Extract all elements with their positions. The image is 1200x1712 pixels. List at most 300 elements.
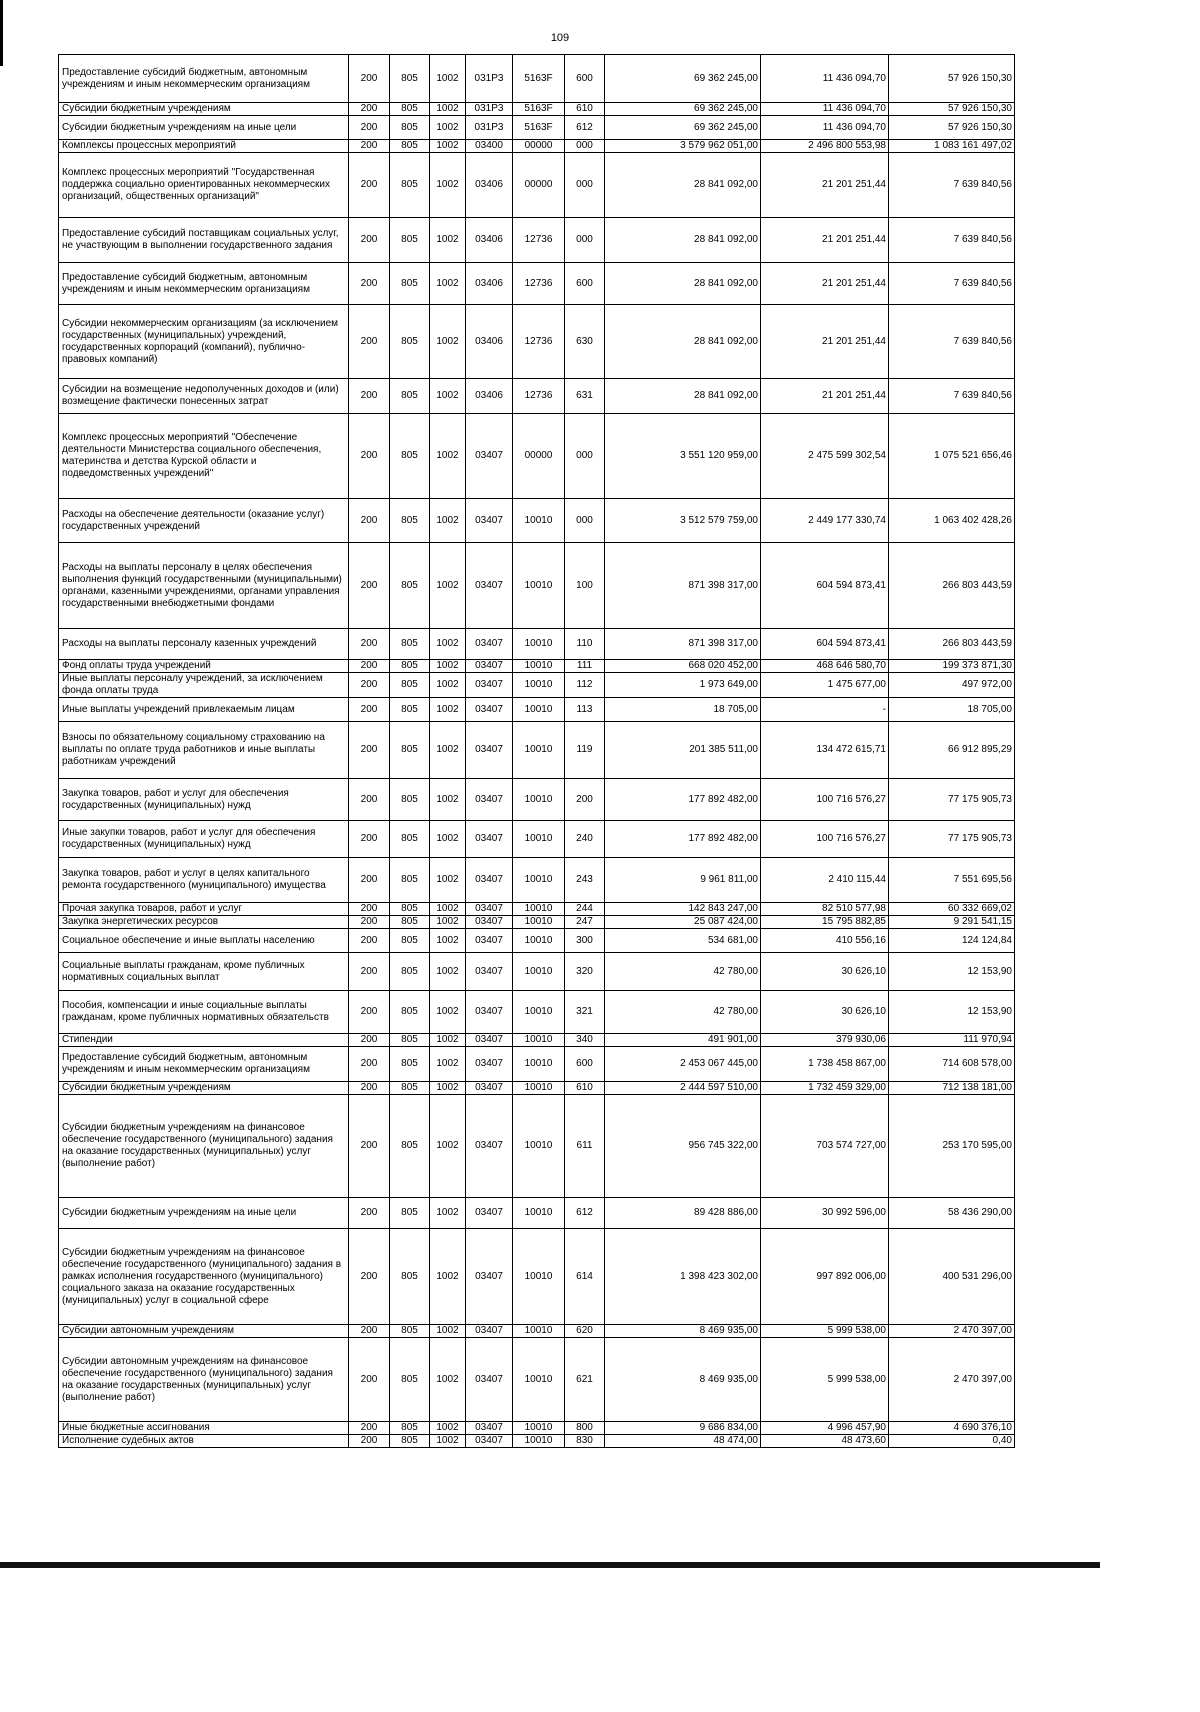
row-code-program: 03406 [466,218,513,263]
row-planned-amount: 28 841 092,00 [605,218,761,263]
row-name: Субсидии на возмещение недополученных доходов и (или) возмещение фактически понесенных затрат [59,379,349,414]
row-planned-amount: 69 362 245,00 [605,55,761,103]
row-executed-amount: 703 574 727,00 [761,1095,889,1198]
row-code-direction: 10010 [513,821,565,858]
row-code-glava: 200 [349,1034,390,1047]
row-code-direction: 10010 [513,903,565,916]
row-planned-amount: 2 444 597 510,00 [605,1082,761,1095]
row-executed-amount: 30 626,10 [761,991,889,1034]
row-name: Комплекс процессных мероприятий "Обеспечение деятельности Министерства социального обеспечения, материнства и детства Курской области и подведомственных учреждений" [59,414,349,499]
row-code-glava: 200 [349,1325,390,1338]
row-name: Комплекс процессных мероприятий "Государственная поддержка социально ориентированных некоммерческих организаций, общественных организаций" [59,153,349,218]
row-code-subsection: 1002 [430,305,466,379]
table-row [59,140,1015,153]
table-row [59,858,1015,903]
row-code-direction: 10010 [513,916,565,929]
row-code-expense-type: 110 [565,629,605,660]
row-executed-amount: 2 449 177 330,74 [761,499,889,543]
row-code-program: 03407 [466,698,513,722]
row-code-program: 031P3 [466,103,513,116]
row-code-glava: 200 [349,116,390,140]
row-name: Иные выплаты учреждений привлекаемым лицам [59,698,349,722]
row-code-direction: 10010 [513,858,565,903]
row-planned-amount: 28 841 092,00 [605,379,761,414]
row-executed-amount: 5 999 538,00 [761,1338,889,1422]
row-code-program: 03407 [466,673,513,698]
row-code-glava: 200 [349,140,390,153]
row-code-direction: 5163F [513,55,565,103]
row-code-expense-type: 611 [565,1095,605,1198]
row-code-program: 03406 [466,379,513,414]
row-name: Прочая закупка товаров, работ и услуг [59,903,349,916]
row-code-subsection: 1002 [430,263,466,305]
row-executed-amount: 2 475 599 302,54 [761,414,889,499]
row-code-glava: 200 [349,916,390,929]
row-name: Закупка энергетических ресурсов [59,916,349,929]
row-name: Субсидии некоммерческим организациям (за исключением государственных (муниципальных) учреждений, государственных корпораций (компаний), публично-правовых компаний) [59,305,349,379]
row-code-program: 03407 [466,929,513,953]
row-code-subsection: 1002 [430,499,466,543]
row-planned-amount: 89 428 886,00 [605,1198,761,1229]
row-code-section: 805 [390,1198,430,1229]
row-executed-amount: 11 436 094,70 [761,116,889,140]
scan-bottom-edge [0,1562,1100,1568]
row-code-subsection: 1002 [430,116,466,140]
row-code-section: 805 [390,1082,430,1095]
row-name: Расходы на обеспечение деятельности (оказание услуг) государственных учреждений [59,499,349,543]
row-code-program: 03407 [466,414,513,499]
table-row [59,660,1015,673]
row-code-program: 03407 [466,953,513,991]
row-name: Исполнение судебных актов [59,1435,349,1448]
table-row [59,305,1015,379]
row-remaining-amount: 66 912 895,29 [889,722,1015,779]
row-code-section: 805 [390,991,430,1034]
row-code-direction: 10010 [513,991,565,1034]
row-planned-amount: 668 020 452,00 [605,660,761,673]
row-planned-amount: 956 745 322,00 [605,1095,761,1198]
row-code-section: 805 [390,55,430,103]
row-planned-amount: 48 474,00 [605,1435,761,1448]
row-executed-amount: 21 201 251,44 [761,263,889,305]
row-code-glava: 200 [349,698,390,722]
row-code-glava: 200 [349,55,390,103]
row-code-glava: 200 [349,414,390,499]
row-planned-amount: 9 961 811,00 [605,858,761,903]
row-code-section: 805 [390,305,430,379]
table-row [59,673,1015,698]
row-planned-amount: 18 705,00 [605,698,761,722]
row-code-program: 03407 [466,499,513,543]
row-code-subsection: 1002 [430,1034,466,1047]
row-name: Закупка товаров, работ и услуг в целях капитального ремонта государственного (муниципального) имущества [59,858,349,903]
row-code-direction: 00000 [513,414,565,499]
row-code-subsection: 1002 [430,218,466,263]
row-remaining-amount: 111 970,94 [889,1034,1015,1047]
row-planned-amount: 3 512 579 759,00 [605,499,761,543]
row-code-subsection: 1002 [430,660,466,673]
row-name: Взносы по обязательному социальному страхованию на выплаты по оплате труда работников и иные выплаты работникам учреждений [59,722,349,779]
row-code-program: 03407 [466,779,513,821]
row-code-glava: 200 [349,499,390,543]
row-name: Расходы на выплаты персоналу казенных учреждений [59,629,349,660]
row-remaining-amount: 1 075 521 656,46 [889,414,1015,499]
row-executed-amount: 379 930,06 [761,1034,889,1047]
row-planned-amount: 201 385 511,00 [605,722,761,779]
table-row [59,916,1015,929]
row-code-program: 03407 [466,1325,513,1338]
row-code-program: 03407 [466,722,513,779]
row-code-program: 03407 [466,1198,513,1229]
row-code-direction: 10010 [513,629,565,660]
row-name: Стипендии [59,1034,349,1047]
row-remaining-amount: 18 705,00 [889,698,1015,722]
row-remaining-amount: 712 138 181,00 [889,1082,1015,1095]
row-code-subsection: 1002 [430,1229,466,1325]
table-row [59,1422,1015,1435]
row-name: Субсидии бюджетным учреждениям [59,1082,349,1095]
row-code-glava: 200 [349,543,390,629]
row-code-program: 03407 [466,916,513,929]
row-code-glava: 200 [349,903,390,916]
row-code-program: 03407 [466,660,513,673]
row-code-program: 03407 [466,821,513,858]
row-planned-amount: 28 841 092,00 [605,263,761,305]
table-row [59,379,1015,414]
row-planned-amount: 534 681,00 [605,929,761,953]
row-executed-amount: 134 472 615,71 [761,722,889,779]
row-remaining-amount: 77 175 905,73 [889,779,1015,821]
row-name: Субсидии бюджетным учреждениям на иные цели [59,1198,349,1229]
row-code-glava: 200 [349,1082,390,1095]
row-code-expense-type: 320 [565,953,605,991]
row-code-program: 03406 [466,153,513,218]
row-remaining-amount: 714 608 578,00 [889,1047,1015,1082]
row-code-glava: 200 [349,1229,390,1325]
row-code-expense-type: 610 [565,103,605,116]
table-row [59,218,1015,263]
row-remaining-amount: 57 926 150,30 [889,103,1015,116]
row-code-section: 805 [390,1229,430,1325]
budget-table [58,54,1015,1448]
row-executed-amount: 1 732 459 329,00 [761,1082,889,1095]
row-code-section: 805 [390,1095,430,1198]
row-executed-amount: 21 201 251,44 [761,305,889,379]
row-code-subsection: 1002 [430,1325,466,1338]
row-code-subsection: 1002 [430,929,466,953]
row-code-section: 805 [390,1422,430,1435]
row-code-expense-type: 612 [565,116,605,140]
row-remaining-amount: 9 291 541,15 [889,916,1015,929]
table-row [59,55,1015,103]
row-code-expense-type: 000 [565,153,605,218]
row-code-glava: 200 [349,1198,390,1229]
row-code-section: 805 [390,629,430,660]
row-executed-amount: 48 473,60 [761,1435,889,1448]
row-code-program: 03407 [466,1082,513,1095]
row-code-expense-type: 630 [565,305,605,379]
row-code-glava: 200 [349,629,390,660]
row-code-expense-type: 620 [565,1325,605,1338]
row-code-section: 805 [390,722,430,779]
row-code-section: 805 [390,379,430,414]
row-planned-amount: 491 901,00 [605,1034,761,1047]
row-code-section: 805 [390,698,430,722]
row-remaining-amount: 1 083 161 497,02 [889,140,1015,153]
row-executed-amount: 2 496 800 553,98 [761,140,889,153]
row-code-subsection: 1002 [430,1338,466,1422]
row-planned-amount: 3 579 962 051,00 [605,140,761,153]
row-code-program: 03407 [466,991,513,1034]
row-code-subsection: 1002 [430,673,466,698]
row-code-subsection: 1002 [430,1422,466,1435]
row-code-direction: 12736 [513,379,565,414]
row-code-subsection: 1002 [430,991,466,1034]
row-code-section: 805 [390,903,430,916]
row-code-direction: 10010 [513,673,565,698]
row-executed-amount: - [761,698,889,722]
row-planned-amount: 177 892 482,00 [605,821,761,858]
row-planned-amount: 8 469 935,00 [605,1338,761,1422]
row-name: Субсидии бюджетным учреждениям на финансовое обеспечение государственного (муниципального) задания в рамках исполнения государственного (муниципального) социального заказа на оказание государственных (муниципальных) услуг в социальной сфере [59,1229,349,1325]
row-code-subsection: 1002 [430,779,466,821]
row-executed-amount: 604 594 873,41 [761,543,889,629]
row-name: Предоставление субсидий бюджетным, автономным учреждениям и иным некоммерческим организациям [59,1047,349,1082]
row-code-subsection: 1002 [430,1435,466,1448]
row-planned-amount: 871 398 317,00 [605,629,761,660]
row-code-expense-type: 600 [565,263,605,305]
row-executed-amount: 15 795 882,85 [761,916,889,929]
row-code-program: 03407 [466,1422,513,1435]
row-name: Фонд оплаты труда учреждений [59,660,349,673]
row-code-section: 805 [390,499,430,543]
row-remaining-amount: 12 153,90 [889,953,1015,991]
row-code-subsection: 1002 [430,140,466,153]
row-executed-amount: 410 556,16 [761,929,889,953]
row-code-program: 03407 [466,1435,513,1448]
row-name: Расходы на выплаты персоналу в целях обеспечения выполнения функций государственными (муниципальными) органами, казенными учреждениями, органами управления государственными внебюджетными фондами [59,543,349,629]
row-code-direction: 12736 [513,218,565,263]
table-row [59,1338,1015,1422]
row-code-section: 805 [390,1325,430,1338]
row-code-glava: 200 [349,1422,390,1435]
row-name: Субсидии автономным учреждениям на финансовое обеспечение государственного (муниципального) задания на оказание государственных (муниципальных) услуг (выполнение работ) [59,1338,349,1422]
row-executed-amount: 30 992 596,00 [761,1198,889,1229]
row-name: Субсидии бюджетным учреждениям на финансовое обеспечение государственного (муниципального) задания на оказание государственных (муниципальных) услуг (выполнение работ) [59,1095,349,1198]
row-code-direction: 5163F [513,116,565,140]
row-code-glava: 200 [349,991,390,1034]
row-code-expense-type: 100 [565,543,605,629]
row-code-expense-type: 830 [565,1435,605,1448]
row-code-section: 805 [390,103,430,116]
row-code-direction: 10010 [513,1082,565,1095]
row-executed-amount: 604 594 873,41 [761,629,889,660]
row-code-section: 805 [390,1047,430,1082]
row-code-subsection: 1002 [430,821,466,858]
row-code-expense-type: 000 [565,140,605,153]
row-code-subsection: 1002 [430,1082,466,1095]
row-code-expense-type: 244 [565,903,605,916]
row-planned-amount: 1 398 423 302,00 [605,1229,761,1325]
row-planned-amount: 9 686 834,00 [605,1422,761,1435]
row-planned-amount: 69 362 245,00 [605,103,761,116]
row-code-direction: 10010 [513,1198,565,1229]
row-code-section: 805 [390,1435,430,1448]
row-name: Социальное обеспечение и иные выплаты населению [59,929,349,953]
row-code-glava: 200 [349,779,390,821]
row-code-direction: 10010 [513,953,565,991]
table-row [59,903,1015,916]
row-code-section: 805 [390,218,430,263]
row-planned-amount: 42 780,00 [605,991,761,1034]
row-name: Комплексы процессных мероприятий [59,140,349,153]
row-code-direction: 10010 [513,1095,565,1198]
row-name: Предоставление субсидий поставщикам социальных услуг, не участвующим в выполнении государственного задания [59,218,349,263]
row-code-glava: 200 [349,1435,390,1448]
row-planned-amount: 142 843 247,00 [605,903,761,916]
row-code-glava: 200 [349,305,390,379]
row-code-section: 805 [390,916,430,929]
row-planned-amount: 28 841 092,00 [605,305,761,379]
row-code-program: 03407 [466,1095,513,1198]
row-code-direction: 10010 [513,1229,565,1325]
row-remaining-amount: 12 153,90 [889,991,1015,1034]
row-code-glava: 200 [349,1095,390,1198]
row-remaining-amount: 266 803 443,59 [889,543,1015,629]
row-code-section: 805 [390,929,430,953]
row-planned-amount: 871 398 317,00 [605,543,761,629]
row-code-section: 805 [390,263,430,305]
row-code-glava: 200 [349,218,390,263]
row-code-direction: 00000 [513,153,565,218]
row-remaining-amount: 199 373 871,30 [889,660,1015,673]
row-planned-amount: 2 453 067 445,00 [605,1047,761,1082]
row-code-expense-type: 612 [565,1198,605,1229]
row-code-subsection: 1002 [430,858,466,903]
row-code-expense-type: 240 [565,821,605,858]
scan-left-edge [0,0,3,66]
row-remaining-amount: 7 639 840,56 [889,218,1015,263]
row-code-subsection: 1002 [430,722,466,779]
row-planned-amount: 1 973 649,00 [605,673,761,698]
row-planned-amount: 42 780,00 [605,953,761,991]
row-code-expense-type: 111 [565,660,605,673]
row-remaining-amount: 2 470 397,00 [889,1325,1015,1338]
row-executed-amount: 11 436 094,70 [761,55,889,103]
row-code-program: 03406 [466,305,513,379]
row-remaining-amount: 77 175 905,73 [889,821,1015,858]
row-name: Предоставление субсидий бюджетным, автономным учреждениям и иным некоммерческим организациям [59,263,349,305]
row-code-direction: 10010 [513,929,565,953]
row-code-subsection: 1002 [430,103,466,116]
row-code-glava: 200 [349,953,390,991]
row-code-subsection: 1002 [430,55,466,103]
row-code-expense-type: 800 [565,1422,605,1435]
row-code-glava: 200 [349,263,390,305]
row-name: Закупка товаров, работ и услуг для обеспечения государственных (муниципальных) нужд [59,779,349,821]
row-executed-amount: 100 716 576,27 [761,779,889,821]
row-code-expense-type: 000 [565,414,605,499]
table-row [59,929,1015,953]
row-code-glava: 200 [349,1047,390,1082]
row-code-glava: 200 [349,660,390,673]
row-code-expense-type: 247 [565,916,605,929]
row-code-expense-type: 614 [565,1229,605,1325]
row-remaining-amount: 7 639 840,56 [889,263,1015,305]
row-code-direction: 10010 [513,543,565,629]
row-name: Субсидии бюджетным учреждениям [59,103,349,116]
row-code-subsection: 1002 [430,1198,466,1229]
table-row [59,1034,1015,1047]
row-remaining-amount: 253 170 595,00 [889,1095,1015,1198]
table-row [59,414,1015,499]
row-remaining-amount: 400 531 296,00 [889,1229,1015,1325]
row-code-direction: 12736 [513,263,565,305]
row-code-subsection: 1002 [430,379,466,414]
row-code-glava: 200 [349,379,390,414]
table-row [59,1047,1015,1082]
row-code-direction: 5163F [513,103,565,116]
row-code-section: 805 [390,821,430,858]
row-code-direction: 10010 [513,1325,565,1338]
row-code-section: 805 [390,779,430,821]
row-code-direction: 10010 [513,722,565,779]
row-remaining-amount: 266 803 443,59 [889,629,1015,660]
table-row [59,1095,1015,1198]
row-code-expense-type: 113 [565,698,605,722]
row-code-section: 805 [390,153,430,218]
row-code-direction: 10010 [513,1338,565,1422]
row-remaining-amount: 7 639 840,56 [889,305,1015,379]
table-row [59,991,1015,1034]
row-code-section: 805 [390,116,430,140]
row-code-section: 805 [390,1338,430,1422]
row-name: Иные бюджетные ассигнования [59,1422,349,1435]
row-executed-amount: 5 999 538,00 [761,1325,889,1338]
row-code-program: 03407 [466,1338,513,1422]
row-remaining-amount: 0,40 [889,1435,1015,1448]
row-name: Пособия, компенсации и иные социальные выплаты гражданам, кроме публичных нормативных обязательств [59,991,349,1034]
row-executed-amount: 11 436 094,70 [761,103,889,116]
row-code-glava: 200 [349,1338,390,1422]
row-executed-amount: 21 201 251,44 [761,153,889,218]
row-executed-amount: 30 626,10 [761,953,889,991]
row-executed-amount: 100 716 576,27 [761,821,889,858]
row-code-expense-type: 000 [565,499,605,543]
row-executed-amount: 1 475 677,00 [761,673,889,698]
row-code-expense-type: 000 [565,218,605,263]
row-code-section: 805 [390,1034,430,1047]
row-code-program: 031P3 [466,55,513,103]
table-row [59,1082,1015,1095]
row-remaining-amount: 4 690 376,10 [889,1422,1015,1435]
row-executed-amount: 468 646 580,70 [761,660,889,673]
row-remaining-amount: 1 063 402 428,26 [889,499,1015,543]
row-code-glava: 200 [349,103,390,116]
row-code-section: 805 [390,858,430,903]
row-code-glava: 200 [349,153,390,218]
table-row [59,629,1015,660]
row-code-section: 805 [390,140,430,153]
row-code-expense-type: 340 [565,1034,605,1047]
row-remaining-amount: 7 639 840,56 [889,153,1015,218]
row-code-glava: 200 [349,722,390,779]
row-code-expense-type: 112 [565,673,605,698]
row-code-program: 03407 [466,1034,513,1047]
row-code-expense-type: 119 [565,722,605,779]
row-code-subsection: 1002 [430,953,466,991]
row-executed-amount: 82 510 577,98 [761,903,889,916]
